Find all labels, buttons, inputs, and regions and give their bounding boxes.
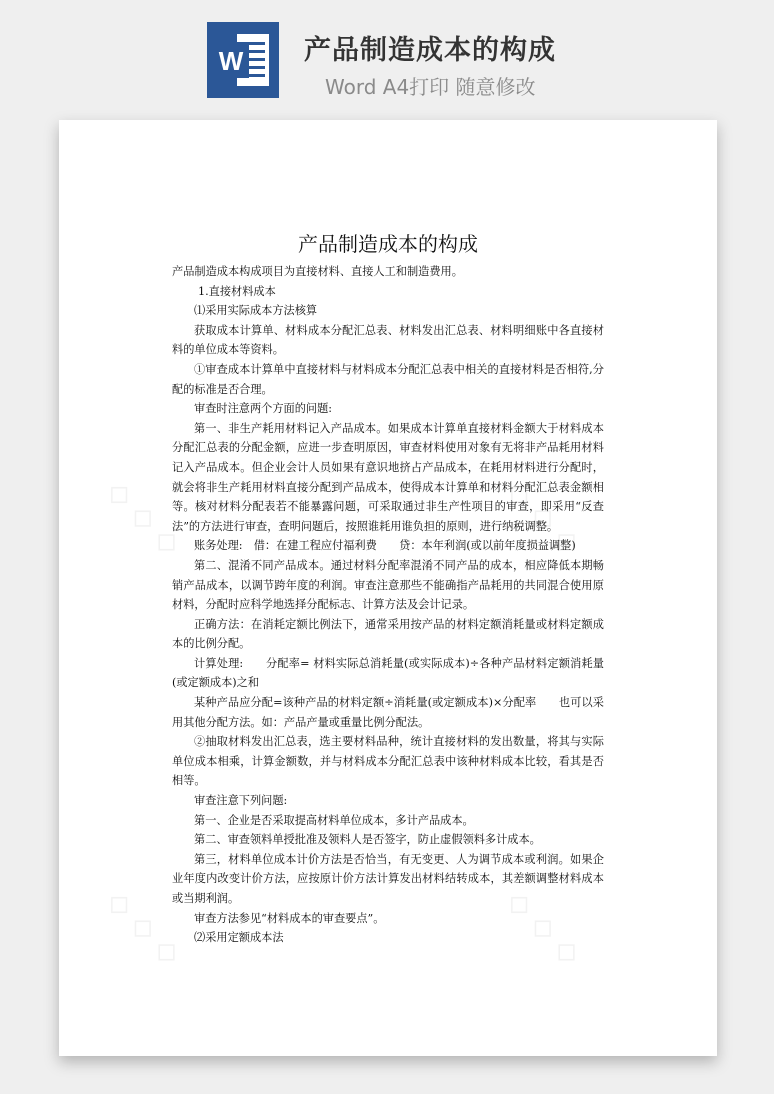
paragraph: 产品制造成本构成项目为直接材料、直接人工和制造费用。 xyxy=(172,265,463,278)
paragraph: 第一、企业是否采取提高材料单位成本，多计产品成本。 xyxy=(194,813,474,827)
watermark: ◇ ◇ ◇ xyxy=(499,883,589,972)
paragraph: 审查时注意两个方面的问题: xyxy=(194,402,333,416)
header-subtitle: Word A4打印 随意修改 xyxy=(325,75,536,99)
paragraph: 第二、混淆不同产品成本。通过材料分配率混淆不同产品的成本，相应降低本期畅销产品成本，以调节跨年度的利润。审查注意那些不能确指产品耗用的共同混合使用原材料，分配时应科学地选择分配标志、计算方法及会计记录。 xyxy=(172,558,604,612)
paragraph: 第二、审查领料单授批准及领料人是否签字，防止虚假领料多计成本。 xyxy=(194,833,541,847)
paragraph: ①审查成本计算单中直接材料与材料成本分配汇总表中相关的直接材料是否相符,分配的标准是否合理。 xyxy=(172,362,604,396)
word-icon-letter: W xyxy=(218,46,244,76)
word-document-icon xyxy=(207,22,279,98)
document-page xyxy=(59,120,717,1056)
paragraph: 第一、非生产耗用材料记入产品成本。如果成本计算单直接材料金额大于材料成本分配汇总表的分配金额，应进一步查明原因，审查材料使用对象有无将非产品耗用材料记入产品成本。但企业会计人员如果有意识地挤占产品成本，在耗用材料进行分配时，就会将非生产耗用材料直接分配到产品成本，使得成本计算单和材料分配汇总表金额相等。核对材料分配表若不能暴露问题，可采取通过非生产性项目的审查，即采用“反查法”的方法进行审查，查明问题后，按照谁耗用谁负担的原则，进行纳税调整。 xyxy=(172,421,604,533)
document-body xyxy=(172,230,604,948)
paragraph: ②抽取材料发出汇总表，选主要材料品种，统计直接材料的发出数量，将其与实际单位成本相乘，计算金额数，并与材料成本分配汇总表中该种材料成本比较，看其是否相等。 xyxy=(172,735,604,788)
watermark: ◇ ◇ ◇ xyxy=(99,473,189,562)
paragraph: 获取成本计算单、材料成本分配汇总表、材料发出汇总表、材料明细账中各直接材料的单位成本等资料。 xyxy=(172,323,604,357)
paragraph: 审查注意下列问题: xyxy=(194,794,288,808)
paragraph: 账务处理: 借：在建工程应付福利费 贷：本年利润(或以前年度损益调整) xyxy=(194,539,576,553)
paragraph: 某种产品应分配=该种产品的材料定额÷消耗量(或定额成本)×分配率 也可以采用其他分配方法。如：产品产量或重量比例分配法。 xyxy=(172,696,604,729)
watermark: ◇ ◇ ◇ xyxy=(499,473,589,562)
header xyxy=(0,0,774,112)
header-title: 产品制造成本的构成 xyxy=(304,35,556,66)
paragraph: 第三，材料单位成本计价方法是否恰当，有无变更、人为调节成本或利润。如果企业年度内改变计价方法，应按原计价方法计算发出材料结转成本，其差额调整材料成本或当期利润。 xyxy=(172,852,604,905)
paragraph: 1.直接材料成本 xyxy=(198,284,276,298)
paragraph: ⑴采用实际成本方法核算 xyxy=(194,304,318,318)
paragraph: 正确方法：在消耗定额比例法下，通常采用按产品的材料定额消耗量或材料定额成本的比例分配。 xyxy=(172,617,604,651)
paragraph: ⑵采用定额成本法 xyxy=(194,931,284,945)
document-title: 产品制造成本的构成 xyxy=(298,232,478,256)
paragraph: 计算处理: 分配率= 材料实际总消耗量(或实际成本)÷各种产品材料定额消耗量(或定额成本)之和 xyxy=(172,656,604,690)
paragraph: 审查方法参见“材料成本的审查要点”。 xyxy=(194,911,385,925)
watermark: ◇ ◇ ◇ xyxy=(99,883,189,972)
